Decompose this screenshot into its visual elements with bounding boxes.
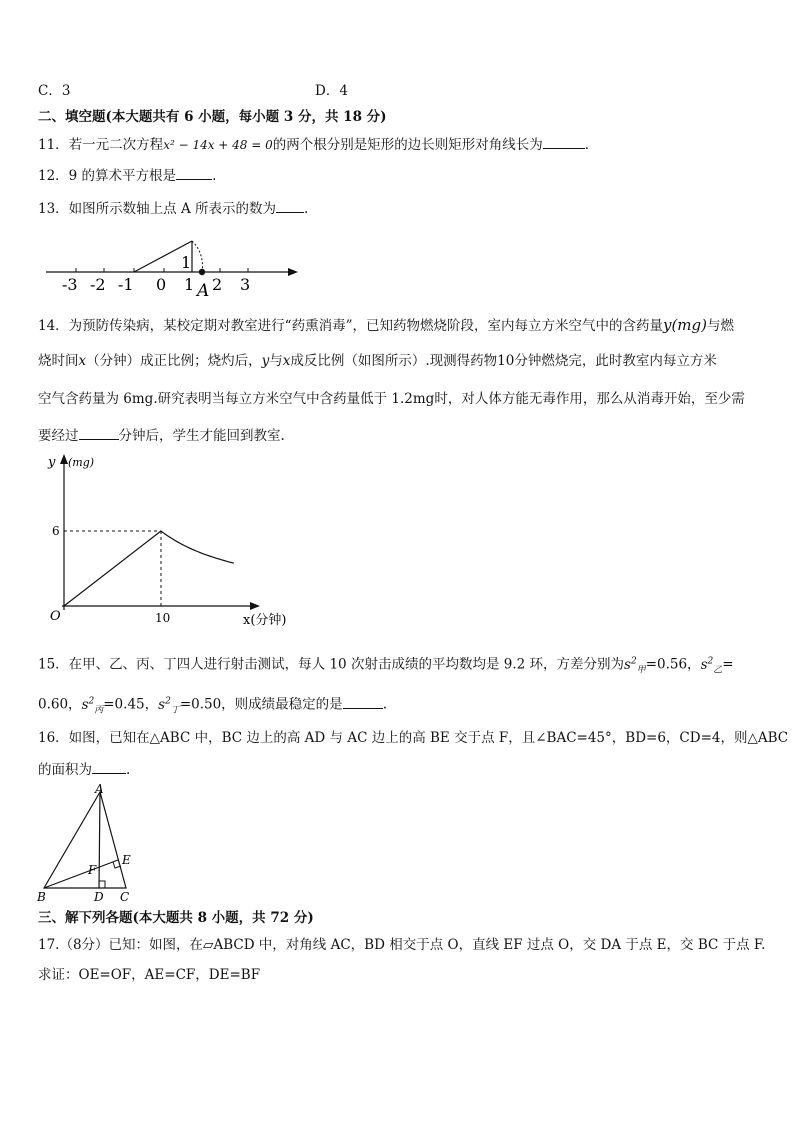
question-12 (38, 166, 216, 185)
tick-label: -3 (62, 275, 78, 294)
section-3-header: 三、解下列各题(本大题共 8 小题，共 72 分) (38, 910, 314, 926)
q15-text: =0.45， (103, 696, 159, 713)
x-axis-arrow-icon (250, 602, 260, 610)
y-axis-arrow-icon (60, 454, 68, 464)
question-17-line-2: 求证：OE=OF，AE=CF，DE=BF (38, 967, 261, 983)
q11-end: . (584, 137, 590, 153)
linear-segment (64, 531, 161, 606)
point-a (199, 269, 205, 275)
tick-label: 3 (240, 275, 251, 294)
tick-label: 1 (184, 275, 195, 294)
point-a-label: A (197, 281, 210, 298)
question-14-line-4 (38, 426, 285, 445)
question-14-line-2 (38, 352, 717, 370)
axis-arrow-icon (288, 268, 298, 276)
question-14-line-1 (38, 316, 734, 335)
question-15-line-1 (38, 652, 734, 679)
answer-blank[interactable] (543, 135, 585, 149)
q12-prefix: 12．9 的算术平方根是 (38, 168, 177, 184)
tick-label: -1 (118, 275, 134, 294)
q13-end: . (304, 201, 309, 217)
y-tick-label: 6 (52, 524, 60, 538)
variance-jia: $s^2_甲$ (624, 656, 646, 676)
question-17-line-1: 17.（8分）已知：如图，在▱ABCD 中，对角线 AC，BD 相交于点 O，直线 EF 过点 O，交 DA 于点 E，交 BC 于点 F. (38, 937, 766, 953)
number-line-figure (40, 228, 305, 298)
triangle-figure (34, 782, 144, 906)
question-11 (38, 135, 589, 154)
right-angle-d-icon (99, 881, 105, 888)
option-c: C．3 (38, 83, 71, 99)
answer-blank[interactable] (276, 199, 304, 213)
section-2-header: 二、填空题(本大题共有 6 小题，每小题 3 分，共 18 分) (38, 109, 387, 125)
tick-label: 0 (156, 275, 167, 294)
q13-prefix: 13．如图所示数轴上点 A 所表示的数为 (38, 201, 277, 217)
q16-text: 的面积为 (38, 762, 92, 778)
q15-text: =0.56， (645, 656, 701, 673)
q14-text: 分钟后，学生才能回到教室. (118, 428, 285, 444)
altitude-be (44, 860, 118, 888)
q16-end: . (126, 762, 131, 778)
triangle-abc (44, 792, 126, 888)
q15-text: 0.60， (38, 696, 82, 713)
q14-y-unit: y(mg) (662, 316, 707, 334)
question-16-line-2 (38, 760, 130, 779)
dosage-graph (40, 450, 300, 632)
point-d-label: D (94, 890, 104, 904)
question-13 (38, 199, 308, 218)
compass-arc (192, 241, 202, 272)
segment-label: 1 (181, 253, 192, 272)
variance-ding: $s^2_丁$ (158, 696, 180, 716)
q14-text: 与燃 (707, 318, 734, 334)
vertex-c-label: C (120, 890, 130, 904)
q14-var: x (282, 353, 291, 369)
q15-end: . (382, 696, 387, 713)
x-axis-label: x(分钟) (243, 613, 287, 628)
q14-text: （分钟）成正比例；烧灼后， (86, 353, 262, 369)
q11-equation: x² − 14x + 48 = 0 (163, 138, 273, 152)
answer-blank[interactable] (343, 695, 383, 709)
vertex-a-label: A (95, 782, 104, 796)
question-15-line-2 (38, 692, 387, 719)
tick-label: -2 (90, 275, 106, 294)
q14-text: 14．为预防传染病，某校定期对教室进行“药熏消毒”，已知药物燃烧阶段，室内每立方米空气中的含药量 (38, 318, 663, 334)
q15-text: = (722, 656, 734, 673)
answer-blank[interactable] (92, 760, 126, 774)
tick-label: 2 (212, 275, 223, 294)
q14-text: 烧时间 (38, 353, 79, 369)
origin-label: O (50, 609, 61, 624)
y-axis-unit: (mg) (68, 456, 95, 469)
answer-blank[interactable] (79, 426, 119, 440)
vertex-b-label: B (37, 890, 46, 904)
y-axis-label: y (48, 455, 56, 470)
q15-text: =0.50，则成绩最稳定的是 (179, 696, 343, 713)
option-d: D．4 (315, 83, 348, 99)
q14-text: 要经过 (38, 428, 79, 444)
variance-yi: $s^2_乙$ (700, 656, 723, 676)
question-16-line-1: 16．如图，已知在△ABC 中，BC 边上的高 AD 与 AC 边上的高 BE 交于点 F，且∠BAC=45°，BD=6，CD=4，则△ABC (38, 730, 789, 746)
question-14-line-3: 空气含药量为 6mg.研究表明当每立方米空气中含药量低于 1.2mg时，对人体方能无毒作用，那么从消毒开始，至少需 (38, 391, 745, 407)
q11-prefix: 11．若一元二次方程 (38, 137, 164, 153)
q12-end: . (212, 168, 217, 184)
answer-blank[interactable] (176, 166, 212, 180)
point-e-label: E (122, 853, 131, 867)
q14-var: y (261, 353, 270, 369)
x-tick-label: 10 (155, 611, 171, 625)
q14-text: 成反比例（如图所示）.现测得药物10分钟燃烧完，此时教室内每立方米 (290, 353, 717, 369)
q15-text: 15．在甲、乙、丙、丁四人进行射击测试，每人 10 次射击成绩的平均数均是 9.2 环，方差分别为 (38, 656, 624, 673)
altitude-ad (99, 792, 100, 888)
variance-bing: $s^2_丙$ (81, 696, 104, 716)
q14-var: x (78, 353, 87, 369)
point-f-label: F (88, 863, 97, 877)
inverse-curve (161, 531, 234, 563)
q11-suffix: 的两个根分别是矩形的边长则矩形对角线长为 (272, 137, 543, 153)
q14-text: 与 (269, 353, 283, 369)
